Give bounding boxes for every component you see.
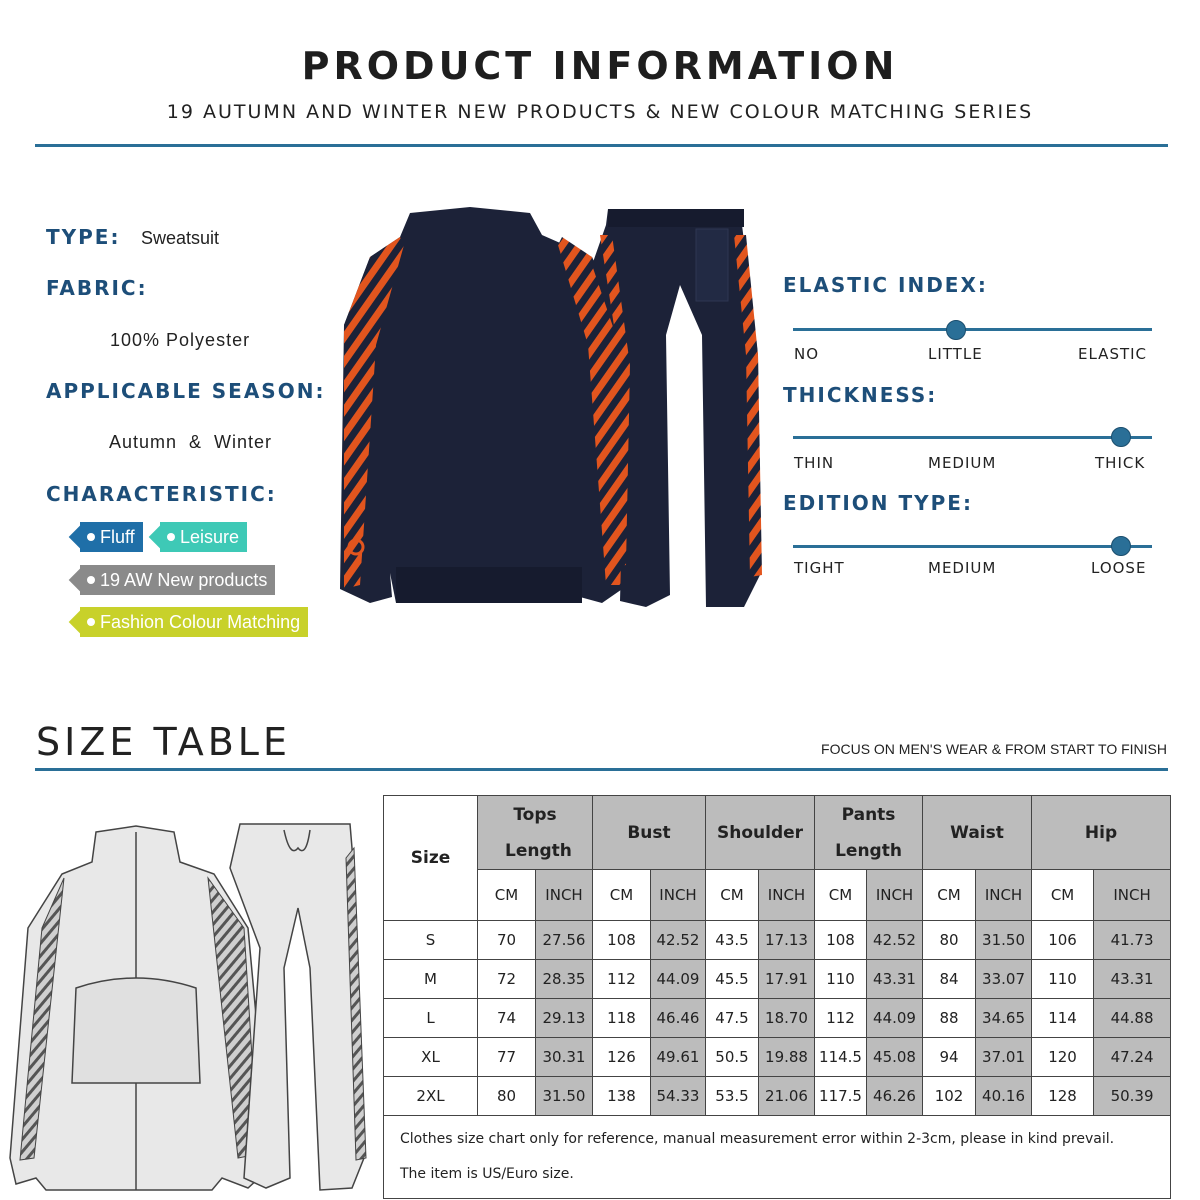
size-cell: M <box>384 960 478 999</box>
cm-cell: 43.5 <box>706 921 759 960</box>
edition-type-marker <box>1111 536 1131 556</box>
unit-inch: INCH <box>1094 870 1171 921</box>
cm-cell: 112 <box>815 999 867 1038</box>
inch-cell: 31.50 <box>976 921 1032 960</box>
table-row <box>384 960 1171 999</box>
thickness-tick-thick: THICK <box>1095 454 1146 472</box>
tag-new-products: 19 AW New products <box>80 565 275 595</box>
page-subtitle: 19 AUTUMN AND WINTER NEW PRODUCTS & NEW COLOUR MATCHING SERIES <box>166 101 1034 123</box>
size-note-1: Clothes size chart only for reference, manual measurement error within 2-3cm, please in kind prevail. <box>400 1131 1115 1147</box>
edition-type-track <box>793 545 1152 548</box>
header-divider <box>35 144 1168 147</box>
inch-cell: 29.13 <box>536 999 593 1038</box>
inch-cell: 44.09 <box>651 960 706 999</box>
cm-cell: 72 <box>478 960 536 999</box>
size-table <box>383 795 1171 1199</box>
unit-inch: INCH <box>759 870 815 921</box>
unit-inch: INCH <box>976 870 1032 921</box>
inch-cell: 21.06 <box>759 1077 815 1116</box>
cm-cell: 70 <box>478 921 536 960</box>
size-column-header: Size <box>384 796 478 921</box>
inch-cell: 31.50 <box>536 1077 593 1116</box>
inch-cell: 44.88 <box>1094 999 1171 1038</box>
inch-cell: 19.88 <box>759 1038 815 1077</box>
size-notes <box>384 1116 1171 1199</box>
header-hip: Hip <box>1032 796 1171 870</box>
inch-cell: 40.16 <box>976 1077 1032 1116</box>
size-table-subtitle: FOCUS ON MEN'S WEAR & FROM START TO FINISH <box>821 741 1167 757</box>
inch-cell: 42.52 <box>651 921 706 960</box>
size-note-2: The item is US/Euro size. <box>400 1166 574 1182</box>
thickness-tick-thin: THIN <box>794 454 835 472</box>
cm-cell: 112 <box>593 960 651 999</box>
inch-cell: 34.65 <box>976 999 1032 1038</box>
type-value: Sweatsuit <box>141 228 220 248</box>
size-divider <box>35 768 1168 771</box>
cm-cell: 120 <box>1032 1038 1094 1077</box>
size-table-title: SIZE TABLE <box>36 720 291 764</box>
elastic-tick-elastic: ELASTIC <box>1078 345 1148 363</box>
unit-cm: CM <box>815 870 867 921</box>
edition-tick-medium: MEDIUM <box>928 559 997 577</box>
cm-cell: 94 <box>923 1038 976 1077</box>
edition-type-label: EDITION TYPE: <box>783 491 973 515</box>
inch-cell: 46.26 <box>867 1077 923 1116</box>
table-row <box>384 1038 1171 1077</box>
cm-cell: 110 <box>815 960 867 999</box>
edition-tick-loose: LOOSE <box>1091 559 1147 577</box>
header-tops-length: Tops Length <box>478 796 593 870</box>
thickness-tick-medium: MEDIUM <box>928 454 997 472</box>
cm-cell: 45.5 <box>706 960 759 999</box>
page-title: PRODUCT INFORMATION <box>301 44 899 88</box>
header-bust: Bust <box>593 796 706 870</box>
size-cell: S <box>384 921 478 960</box>
inch-cell: 17.91 <box>759 960 815 999</box>
elastic-index-track <box>793 328 1152 331</box>
cm-cell: 117.5 <box>815 1077 867 1116</box>
inch-cell: 27.56 <box>536 921 593 960</box>
cm-cell: 108 <box>593 921 651 960</box>
inch-cell: 46.46 <box>651 999 706 1038</box>
size-cell: 2XL <box>384 1077 478 1116</box>
header-waist: Waist <box>923 796 1032 870</box>
cm-cell: 80 <box>478 1077 536 1116</box>
elastic-index-label: ELASTIC INDEX: <box>783 273 988 297</box>
edition-tick-tight: TIGHT <box>794 559 845 577</box>
cm-cell: 118 <box>593 999 651 1038</box>
header-pants-length: Pants Length <box>815 796 923 870</box>
inch-cell: 37.01 <box>976 1038 1032 1077</box>
cm-cell: 114.5 <box>815 1038 867 1077</box>
inch-cell: 18.70 <box>759 999 815 1038</box>
inch-cell: 44.09 <box>867 999 923 1038</box>
elastic-tick-no: NO <box>794 345 820 363</box>
inch-cell: 17.13 <box>759 921 815 960</box>
size-cell: L <box>384 999 478 1038</box>
table-row <box>384 921 1171 960</box>
season-value: Autumn & Winter <box>109 432 273 452</box>
tag-fashion-colour: Fashion Colour Matching <box>80 607 308 637</box>
cm-cell: 106 <box>1032 921 1094 960</box>
inch-cell: 43.31 <box>867 960 923 999</box>
inch-cell: 47.24 <box>1094 1038 1171 1077</box>
inch-cell: 43.31 <box>1094 960 1171 999</box>
unit-cm: CM <box>478 870 536 921</box>
product-photo <box>330 205 770 615</box>
unit-cm: CM <box>706 870 759 921</box>
cm-cell: 138 <box>593 1077 651 1116</box>
cm-cell: 128 <box>1032 1077 1094 1116</box>
unit-inch: INCH <box>651 870 706 921</box>
inch-cell: 49.61 <box>651 1038 706 1077</box>
cm-cell: 110 <box>1032 960 1094 999</box>
unit-cm: CM <box>593 870 651 921</box>
inch-cell: 28.35 <box>536 960 593 999</box>
cm-cell: 47.5 <box>706 999 759 1038</box>
thickness-track <box>793 436 1152 439</box>
fabric-label: FABRIC: <box>46 276 148 300</box>
inch-cell: 33.07 <box>976 960 1032 999</box>
size-cell: XL <box>384 1038 478 1077</box>
cm-cell: 80 <box>923 921 976 960</box>
inch-cell: 45.08 <box>867 1038 923 1077</box>
unit-inch: INCH <box>536 870 593 921</box>
cm-cell: 108 <box>815 921 867 960</box>
cm-cell: 84 <box>923 960 976 999</box>
thickness-label: THICKNESS: <box>783 383 938 407</box>
season-label: APPLICABLE SEASON: <box>46 379 326 403</box>
cm-cell: 114 <box>1032 999 1094 1038</box>
cm-cell: 102 <box>923 1077 976 1116</box>
tag-leisure: Leisure <box>160 522 247 552</box>
inch-cell: 41.73 <box>1094 921 1171 960</box>
inch-cell: 30.31 <box>536 1038 593 1077</box>
header-shoulder: Shoulder <box>706 796 815 870</box>
characteristic-label: CHARACTERISTIC: <box>46 482 277 506</box>
elastic-tick-little: LITTLE <box>928 345 983 363</box>
cm-cell: 50.5 <box>706 1038 759 1077</box>
jacket-image <box>340 207 628 603</box>
table-row <box>384 1077 1171 1116</box>
cm-cell: 74 <box>478 999 536 1038</box>
elastic-index-marker <box>946 320 966 340</box>
unit-cm: CM <box>1032 870 1094 921</box>
tag-fluff: Fluff <box>80 522 143 552</box>
inch-cell: 50.39 <box>1094 1077 1171 1116</box>
sketch-image <box>8 818 373 1198</box>
unit-row <box>384 870 1171 921</box>
cm-cell: 88 <box>923 999 976 1038</box>
thickness-marker <box>1111 427 1131 447</box>
cm-cell: 77 <box>478 1038 536 1077</box>
fabric-value: 100% Polyester <box>110 330 251 350</box>
inch-cell: 54.33 <box>651 1077 706 1116</box>
cm-cell: 53.5 <box>706 1077 759 1116</box>
cm-cell: 126 <box>593 1038 651 1077</box>
unit-inch: INCH <box>867 870 923 921</box>
inch-cell: 42.52 <box>867 921 923 960</box>
unit-cm: CM <box>923 870 976 921</box>
type-label: TYPE: <box>46 225 121 249</box>
table-row <box>384 999 1171 1038</box>
